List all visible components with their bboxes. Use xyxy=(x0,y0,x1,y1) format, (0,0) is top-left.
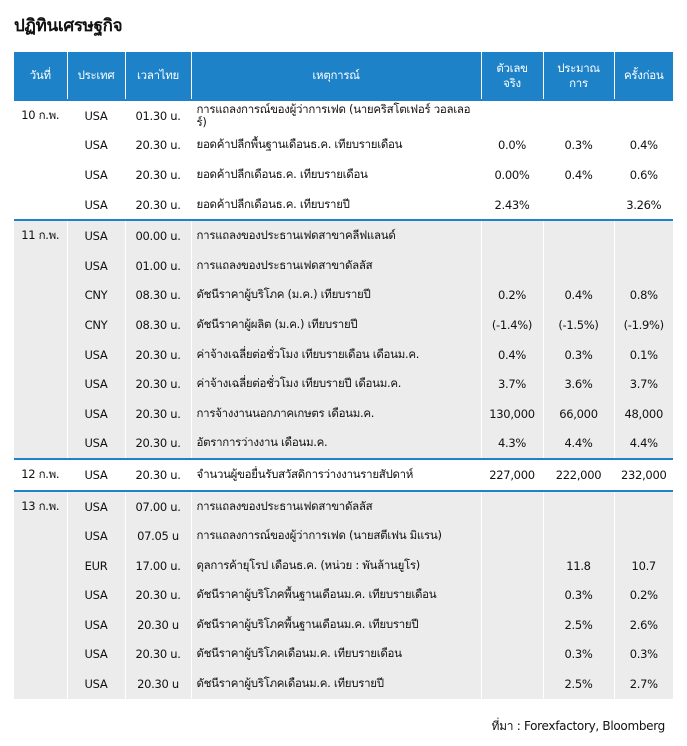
row-date xyxy=(14,281,67,311)
row-previous: 48,000 xyxy=(614,399,673,429)
row-date xyxy=(14,399,67,429)
row-forecast xyxy=(543,100,614,131)
row-actual: 4.3% xyxy=(481,429,543,460)
row-event: ดัชนีราคาผู้ผลิต (ม.ค.) เทียบรายปี xyxy=(191,310,481,340)
row-actual: 0.00% xyxy=(481,160,543,190)
row-time: 00.00 u. xyxy=(125,220,191,251)
row-country: USA xyxy=(67,340,125,370)
economic-calendar-table xyxy=(14,52,673,699)
header-previous: ครั้งก่อน xyxy=(614,52,673,100)
table-body xyxy=(14,100,673,699)
row-time: 20.30 u xyxy=(125,610,191,640)
row-time: 07.00 u. xyxy=(125,491,191,522)
row-event: การแถลงของประธานเฟดสาขาดัลลัส xyxy=(191,251,481,281)
row-actual xyxy=(481,521,543,551)
row-actual: 0.2% xyxy=(481,281,543,311)
row-event: ดัชนีราคาผู้บริโภคพื้นฐานเดือนม.ค. เทียบรายเดือน xyxy=(191,581,481,611)
table-row xyxy=(14,310,673,340)
row-time: 20.30 u. xyxy=(125,640,191,670)
row-date: 12 ก.พ. xyxy=(14,459,67,491)
row-time: 20.30 u xyxy=(125,669,191,699)
row-country: EUR xyxy=(67,551,125,581)
row-previous xyxy=(614,521,673,551)
table-row xyxy=(14,160,673,190)
row-time: 20.30 u. xyxy=(125,131,191,161)
table-row xyxy=(14,429,673,460)
row-forecast xyxy=(543,220,614,251)
row-time: 20.30 u. xyxy=(125,459,191,491)
row-time: 20.30 u. xyxy=(125,429,191,460)
row-date xyxy=(14,190,67,221)
row-actual: 0.4% xyxy=(481,340,543,370)
table-row xyxy=(14,251,673,281)
row-forecast: 11.8 xyxy=(543,551,614,581)
table-row xyxy=(14,399,673,429)
row-event: ยอดค้าปลีกเดือนธ.ค. เทียบรายเดือน xyxy=(191,160,481,190)
row-forecast: 66,000 xyxy=(543,399,614,429)
row-country: USA xyxy=(67,251,125,281)
row-country: USA xyxy=(67,640,125,670)
row-time: 01.00 u. xyxy=(125,251,191,281)
table-row xyxy=(14,131,673,161)
row-previous xyxy=(614,220,673,251)
row-country: CNY xyxy=(67,281,125,311)
row-forecast xyxy=(543,521,614,551)
row-country: USA xyxy=(67,100,125,131)
row-event: การแถลงของประธานเฟดสาขาคลีฟแลนด์ xyxy=(191,220,481,251)
page-title: ปฏิทินเศรษฐกิจ xyxy=(14,16,123,36)
row-actual: 227,000 xyxy=(481,459,543,491)
row-event: จำนวนผู้ขอยื่นรับสวัสดิการว่างงานรายสัปดาห์ xyxy=(191,459,481,491)
row-country: USA xyxy=(67,131,125,161)
row-event: ค่าจ้างเฉลี่ยต่อชั่วโมง เทียบรายเดือน เดือนม.ค. xyxy=(191,340,481,370)
row-country: USA xyxy=(67,190,125,221)
row-actual: 2.43% xyxy=(481,190,543,221)
header-date: วันที่ xyxy=(14,52,67,100)
row-time: 20.30 u. xyxy=(125,581,191,611)
header-event: เหตุการณ์ xyxy=(191,52,481,100)
row-date xyxy=(14,369,67,399)
row-country: USA xyxy=(67,669,125,699)
row-actual xyxy=(481,491,543,522)
row-event: ดัชนีราคาผู้บริโภคเดือนม.ค. เทียบรายเดือน xyxy=(191,640,481,670)
row-previous: 0.3% xyxy=(614,640,673,670)
row-country: USA xyxy=(67,220,125,251)
row-forecast: 222,000 xyxy=(543,459,614,491)
row-actual: 3.7% xyxy=(481,369,543,399)
table-row xyxy=(14,190,673,221)
table-row xyxy=(14,369,673,399)
row-date xyxy=(14,610,67,640)
table-row xyxy=(14,220,673,251)
row-country: USA xyxy=(67,429,125,460)
row-event: ดุลการค้ายุโรป เดือนธ.ค. (หน่วย : พันล้านยูโร) xyxy=(191,551,481,581)
row-forecast: 4.4% xyxy=(543,429,614,460)
row-actual xyxy=(481,100,543,131)
row-event: การจ้างงานนอกภาคเกษตร เดือนม.ค. xyxy=(191,399,481,429)
header-actual: ตัวเลขจริง xyxy=(481,52,543,100)
row-actual: 130,000 xyxy=(481,399,543,429)
row-forecast: 0.4% xyxy=(543,160,614,190)
row-event: ยอดค้าปลีกพื้นฐานเดือนธ.ค. เทียบรายเดือน xyxy=(191,131,481,161)
row-forecast: 3.6% xyxy=(543,369,614,399)
row-event: อัตราการว่างงาน เดือนม.ค. xyxy=(191,429,481,460)
row-previous: 0.2% xyxy=(614,581,673,611)
row-previous: 3.26% xyxy=(614,190,673,221)
row-previous: (-1.9%) xyxy=(614,310,673,340)
row-actual xyxy=(481,220,543,251)
row-date: 10 ก.พ. xyxy=(14,100,67,131)
row-actual xyxy=(481,551,543,581)
row-forecast: 0.3% xyxy=(543,340,614,370)
row-date xyxy=(14,340,67,370)
row-previous: 2.7% xyxy=(614,669,673,699)
row-forecast: 0.4% xyxy=(543,281,614,311)
row-previous: 0.1% xyxy=(614,340,673,370)
row-forecast: 2.5% xyxy=(543,669,614,699)
row-previous: 0.8% xyxy=(614,281,673,311)
table-row xyxy=(14,459,673,491)
row-date xyxy=(14,251,67,281)
row-previous xyxy=(614,100,673,131)
row-event: ดัชนีราคาผู้บริโภค (ม.ค.) เทียบรายปี xyxy=(191,281,481,311)
row-country: USA xyxy=(67,459,125,491)
row-event: การแถลงการณ์ของผู้ว่าการเฟด (นายสตีเฟน มิแรน) xyxy=(191,521,481,551)
row-actual xyxy=(481,610,543,640)
row-previous: 232,000 xyxy=(614,459,673,491)
table-row xyxy=(14,581,673,611)
row-time: 20.30 u. xyxy=(125,160,191,190)
row-previous: 0.4% xyxy=(614,131,673,161)
row-date xyxy=(14,310,67,340)
row-date xyxy=(14,160,67,190)
row-forecast xyxy=(543,190,614,221)
table-row xyxy=(14,640,673,670)
row-forecast: (-1.5%) xyxy=(543,310,614,340)
row-actual: (-1.4%) xyxy=(481,310,543,340)
row-date: 13 ก.พ. xyxy=(14,491,67,522)
table-row xyxy=(14,521,673,551)
row-actual xyxy=(481,669,543,699)
row-time: 17.00 u. xyxy=(125,551,191,581)
row-actual xyxy=(481,581,543,611)
table-header-row xyxy=(14,52,673,100)
row-event: ดัชนีราคาผู้บริโภคพื้นฐานเดือนม.ค. เทียบรายปี xyxy=(191,610,481,640)
row-event: ดัชนีราคาผู้บริโภคเดือนม.ค. เทียบรายปี xyxy=(191,669,481,699)
table-row xyxy=(14,610,673,640)
row-time: 20.30 u. xyxy=(125,190,191,221)
row-event: ยอดค้าปลีกเดือนธ.ค. เทียบรายปี xyxy=(191,190,481,221)
row-country: CNY xyxy=(67,310,125,340)
row-date xyxy=(14,669,67,699)
row-forecast xyxy=(543,491,614,522)
row-previous xyxy=(614,251,673,281)
table-row xyxy=(14,551,673,581)
table-row xyxy=(14,340,673,370)
row-time: 20.30 u. xyxy=(125,369,191,399)
row-event: การแถลงการณ์ของผู้ว่าการเฟด (นายคริสโตเฟอร์ วอลเลอร์) xyxy=(191,100,481,131)
row-date xyxy=(14,521,67,551)
row-country: USA xyxy=(67,521,125,551)
row-actual xyxy=(481,640,543,670)
row-forecast xyxy=(543,251,614,281)
row-previous: 0.6% xyxy=(614,160,673,190)
row-country: USA xyxy=(67,399,125,429)
row-date xyxy=(14,581,67,611)
table-row xyxy=(14,281,673,311)
row-actual: 0.0% xyxy=(481,131,543,161)
table-row xyxy=(14,669,673,699)
row-country: USA xyxy=(67,369,125,399)
row-time: 20.30 u. xyxy=(125,399,191,429)
row-time: 08.30 u. xyxy=(125,281,191,311)
header-forecast: ประมาณการ xyxy=(543,52,614,100)
row-country: USA xyxy=(67,581,125,611)
row-country: USA xyxy=(67,610,125,640)
row-date xyxy=(14,551,67,581)
row-actual xyxy=(481,251,543,281)
source-note: ที่มา : Forexfactory, Bloomberg xyxy=(491,719,665,733)
row-previous: 3.7% xyxy=(614,369,673,399)
row-forecast: 2.5% xyxy=(543,610,614,640)
table-row xyxy=(14,491,673,522)
header-time: เวลาไทย xyxy=(125,52,191,100)
row-time: 01.30 u. xyxy=(125,100,191,131)
row-country: USA xyxy=(67,491,125,522)
row-date xyxy=(14,640,67,670)
row-previous: 10.7 xyxy=(614,551,673,581)
row-forecast: 0.3% xyxy=(543,131,614,161)
row-previous: 4.4% xyxy=(614,429,673,460)
row-event: การแถลงของประธานเฟดสาขาดัลลัส xyxy=(191,491,481,522)
header-country: ประเทศ xyxy=(67,52,125,100)
row-time: 20.30 u. xyxy=(125,340,191,370)
row-forecast: 0.3% xyxy=(543,640,614,670)
row-forecast: 0.3% xyxy=(543,581,614,611)
row-previous xyxy=(614,491,673,522)
row-event: ค่าจ้างเฉลี่ยต่อชั่วโมง เทียบรายปี เดือนม.ค. xyxy=(191,369,481,399)
row-date xyxy=(14,131,67,161)
row-time: 07.05 u xyxy=(125,521,191,551)
table-row xyxy=(14,100,673,131)
row-date: 11 ก.พ. xyxy=(14,220,67,251)
row-country: USA xyxy=(67,160,125,190)
row-time: 08.30 u. xyxy=(125,310,191,340)
row-date xyxy=(14,429,67,460)
row-previous: 2.6% xyxy=(614,610,673,640)
